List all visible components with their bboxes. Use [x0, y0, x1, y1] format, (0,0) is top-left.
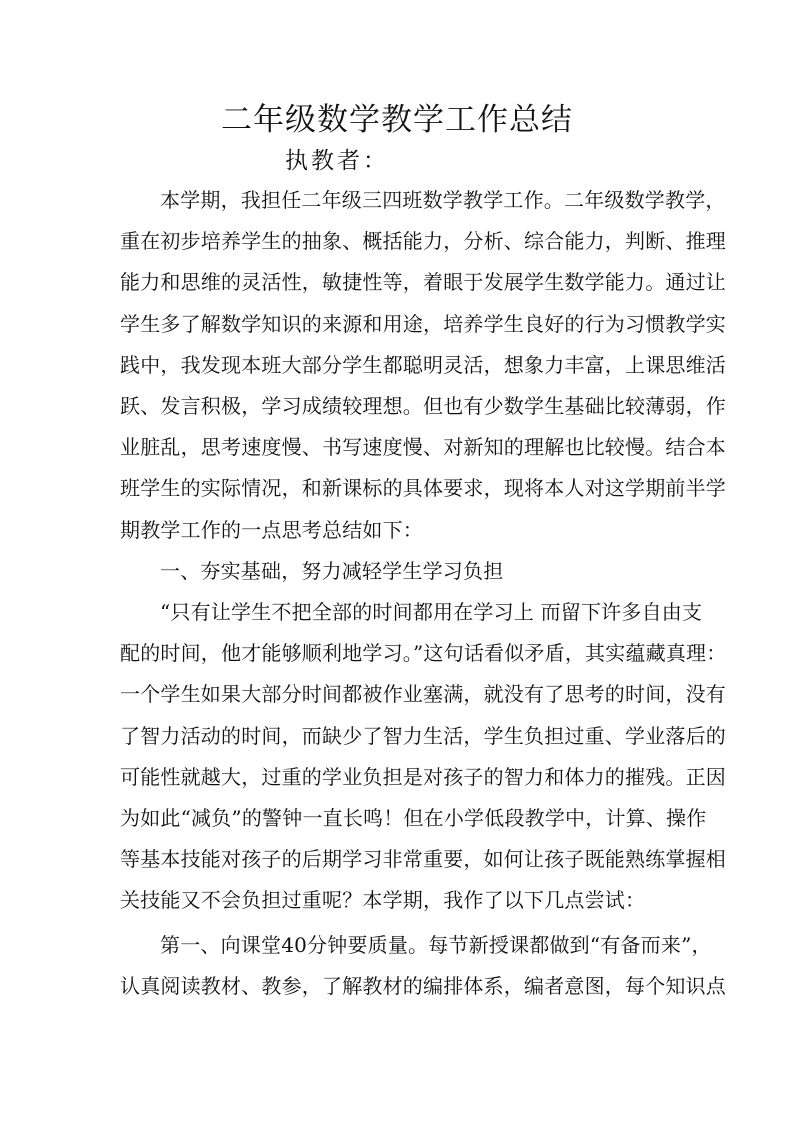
paragraph-line: 配的时间，他才能够顺利地学习。”这句话看似矛盾，其实蕴藏真理： [120, 641, 727, 665]
paragraph-line: 关技能又不会负担过重呢？本学期，我作了以下几点尝试： [120, 888, 646, 912]
section-heading: 一、夯实基础，努力减轻学生学习负担 [160, 559, 504, 583]
document-title: 二年级数学教学工作总结 [221, 102, 573, 138]
paragraph-line: 一个学生如果大部分时间都被作业塞满，就没有了思考的时间，没有 [120, 682, 726, 706]
paragraph-line: 期教学工作的一点思考总结如下： [120, 518, 423, 542]
paragraph-line: 本学期，我担任二年级三四班数学教学工作。二年级数学教学， [160, 188, 726, 212]
paragraph-line: 可能性就越大，过重的学业负担是对孩子的智力和体力的摧残。正因 [120, 765, 726, 789]
paragraph-line: 业脏乱，思考速度慢、书写速度慢、对新知的理解也比较慢。结合本 [120, 435, 726, 459]
paragraph-line: 认真阅读教材、教参，了解教材的编排体系，编者意图，每个知识点 [120, 974, 726, 998]
paragraph-line: 等基本技能对孩子的后期学习非常重要，如何让孩子既能熟练掌握相 [120, 847, 726, 871]
author-label: 执教者： [285, 148, 389, 174]
paragraph-line: 能力和思维的灵活性，敏捷性等，着眼于发展学生数学能力。通过让 [120, 270, 726, 294]
paragraph-line: 为如此“减负”的警钟一直长鸣！但在小学低段教学中，计算、操作 [120, 806, 707, 830]
paragraph-line: 班学生的实际情况，和新课标的具体要求，现将本人对这学期前半学 [120, 476, 726, 500]
paragraph-line: 了智力活动的时间，而缺少了智力生活，学生负担过重、学业落后的 [120, 724, 726, 748]
paragraph-line: 跃、发言积极，学习成绩较理想。但也有少数学生基础比较薄弱，作 [120, 394, 726, 418]
paragraph-line: 践中，我发现本班大部分学生都聪明灵活，想象力丰富，上课思维活 [120, 353, 726, 377]
paragraph-line: 学生多了解数学知识的来源和用途，培养学生良好的行为习惯教学实 [120, 312, 726, 336]
paragraph-line: 第一、向课堂40分钟要质量。每节新授课都做到“有备而来”， [160, 933, 712, 957]
paragraph-line: “只有让学生不把全部的时间都用在学习上 而留下许多自由支 [160, 600, 703, 624]
paragraph-line: 重在初步培养学生的抽象、概括能力，分析、综合能力，判断、推理 [120, 229, 726, 253]
